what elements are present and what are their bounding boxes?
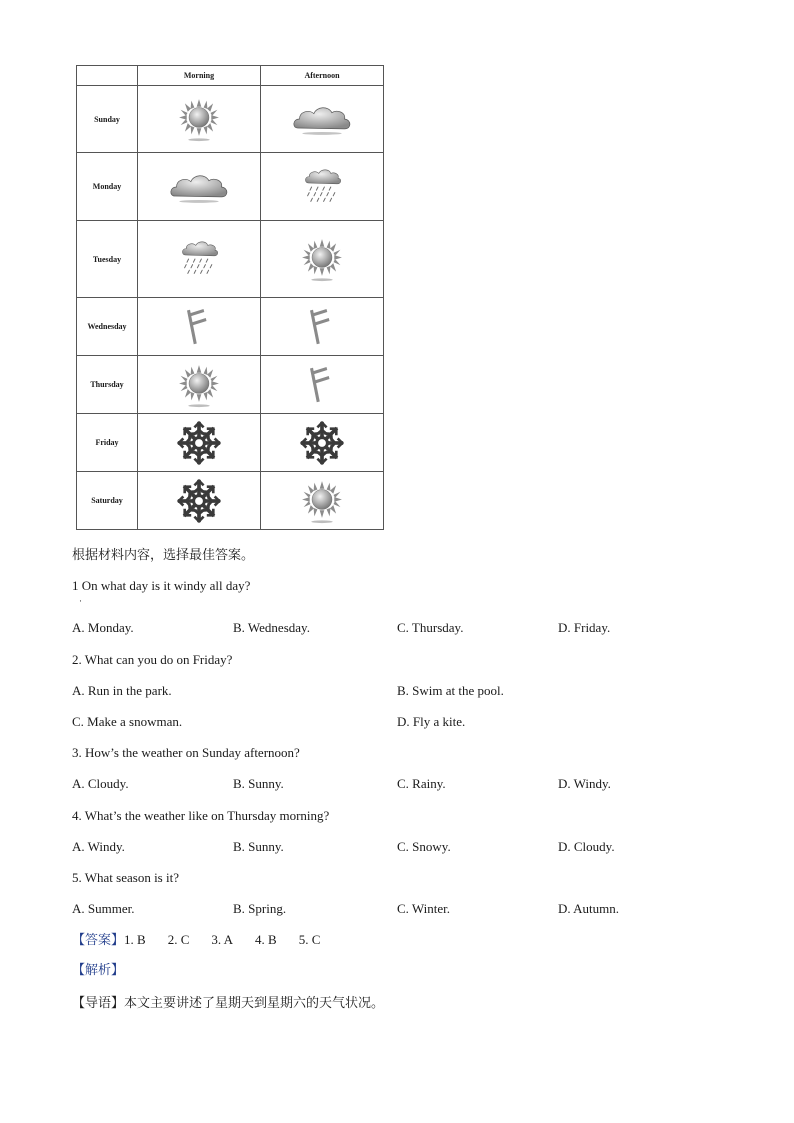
sunny-icon	[299, 478, 345, 524]
q2-option-a[interactable]: A. Run in the park.	[72, 683, 172, 698]
morning-weather-cell	[138, 414, 261, 472]
q3-option-b[interactable]: B. Sunny.	[233, 776, 284, 791]
answer-item: 4. B	[255, 932, 277, 947]
sunny-icon	[176, 96, 222, 142]
windy-icon	[307, 363, 337, 407]
sunny-icon	[299, 236, 345, 282]
snowy-icon	[299, 420, 345, 466]
q2-option-b[interactable]: B. Swim at the pool.	[397, 683, 504, 698]
q3-option-d[interactable]: D. Windy.	[558, 776, 611, 791]
morning-weather-cell	[138, 86, 261, 153]
day-label: Sunday	[77, 86, 138, 153]
table-row	[77, 356, 384, 414]
analysis-label: 【解析】	[72, 963, 125, 978]
rainy-icon	[302, 167, 342, 207]
table-header-row	[77, 66, 384, 86]
question-1-stem: 1 On what day is it windy all day?	[72, 578, 251, 593]
afternoon-weather-cell	[261, 153, 384, 221]
q1-option-a[interactable]: A. Monday.	[72, 620, 134, 635]
afternoon-weather-cell	[261, 298, 384, 356]
q5-option-d[interactable]: D. Autumn.	[558, 901, 620, 916]
sunny-icon	[176, 362, 222, 408]
cloudy-icon	[290, 101, 354, 137]
table-row	[77, 414, 384, 472]
q4-option-a[interactable]: A. Windy.	[72, 839, 125, 854]
question-3-stem: 3. How’s the weather on Sunday afternoon?	[72, 745, 300, 760]
q5-option-a[interactable]: A. Summer.	[72, 901, 135, 916]
q5-option-b[interactable]: B. Spring.	[233, 901, 287, 916]
afternoon-weather-cell	[261, 356, 384, 414]
answer-item: 1. B	[124, 932, 146, 947]
table-row	[77, 86, 384, 153]
weather-table	[76, 65, 384, 530]
cloudy-icon	[167, 169, 231, 205]
day-label: Monday	[77, 153, 138, 221]
morning-weather-cell	[138, 153, 261, 221]
q2-option-d[interactable]: D. Fly a kite.	[397, 714, 466, 729]
q5-option-c[interactable]: C. Winter.	[397, 901, 451, 916]
guide-label: 【导语】	[72, 996, 125, 1011]
afternoon-weather-cell	[261, 472, 384, 530]
question-5-stem: 5. What season is it?	[72, 870, 179, 885]
q4-option-d[interactable]: D. Cloudy.	[558, 839, 615, 854]
day-label: Friday	[77, 414, 138, 472]
windy-icon	[184, 305, 214, 349]
header-morning: Morning	[138, 66, 261, 86]
day-label: Thursday	[77, 356, 138, 414]
afternoon-weather-cell	[261, 86, 384, 153]
answer-item: 2. C	[167, 932, 190, 947]
answer-label: 【答案】	[72, 933, 125, 948]
header-blank	[77, 66, 138, 86]
day-label: Saturday	[77, 472, 138, 530]
guide-text: 本文主要讲述了星期天到星期六的天气状况。	[124, 996, 385, 1011]
snowy-icon	[176, 478, 222, 524]
q3-option-c[interactable]: C. Rainy.	[397, 776, 446, 791]
windy-icon	[307, 305, 337, 349]
q2-option-c[interactable]: C. Make a snowman.	[72, 714, 183, 729]
q3-option-a[interactable]: A. Cloudy.	[72, 776, 129, 791]
table-row	[77, 221, 384, 298]
morning-weather-cell	[138, 356, 261, 414]
table-row	[77, 298, 384, 356]
day-label: Tuesday	[77, 221, 138, 298]
rainy-icon	[179, 239, 219, 279]
instruction: 根据材料内容，选择最佳答案。	[72, 548, 255, 563]
q4-option-c[interactable]: C. Snowy.	[397, 839, 451, 854]
answer-item: 3. A	[211, 932, 234, 947]
q1-option-c[interactable]: C. Thursday.	[397, 620, 464, 635]
question-2-stem: 2. What can you do on Friday?	[72, 652, 233, 667]
afternoon-weather-cell	[261, 414, 384, 472]
morning-weather-cell	[138, 298, 261, 356]
q1-option-b[interactable]: B. Wednesday.	[233, 620, 310, 635]
q4-option-b[interactable]: B. Sunny.	[233, 839, 284, 854]
answer-line	[72, 932, 320, 949]
afternoon-weather-cell	[261, 221, 384, 298]
header-afternoon: Afternoon	[261, 66, 384, 86]
morning-weather-cell	[138, 221, 261, 298]
answer-item: 5. C	[298, 932, 321, 947]
day-label: Wednesday	[77, 298, 138, 356]
guide-line	[72, 995, 384, 1012]
snowy-icon	[176, 420, 222, 466]
table-row	[77, 472, 384, 530]
q1-option-d[interactable]: D. Friday.	[558, 620, 611, 635]
morning-weather-cell	[138, 472, 261, 530]
question-4-stem: 4. What’s the weather like on Thursday morning?	[72, 808, 330, 823]
table-row	[77, 153, 384, 221]
